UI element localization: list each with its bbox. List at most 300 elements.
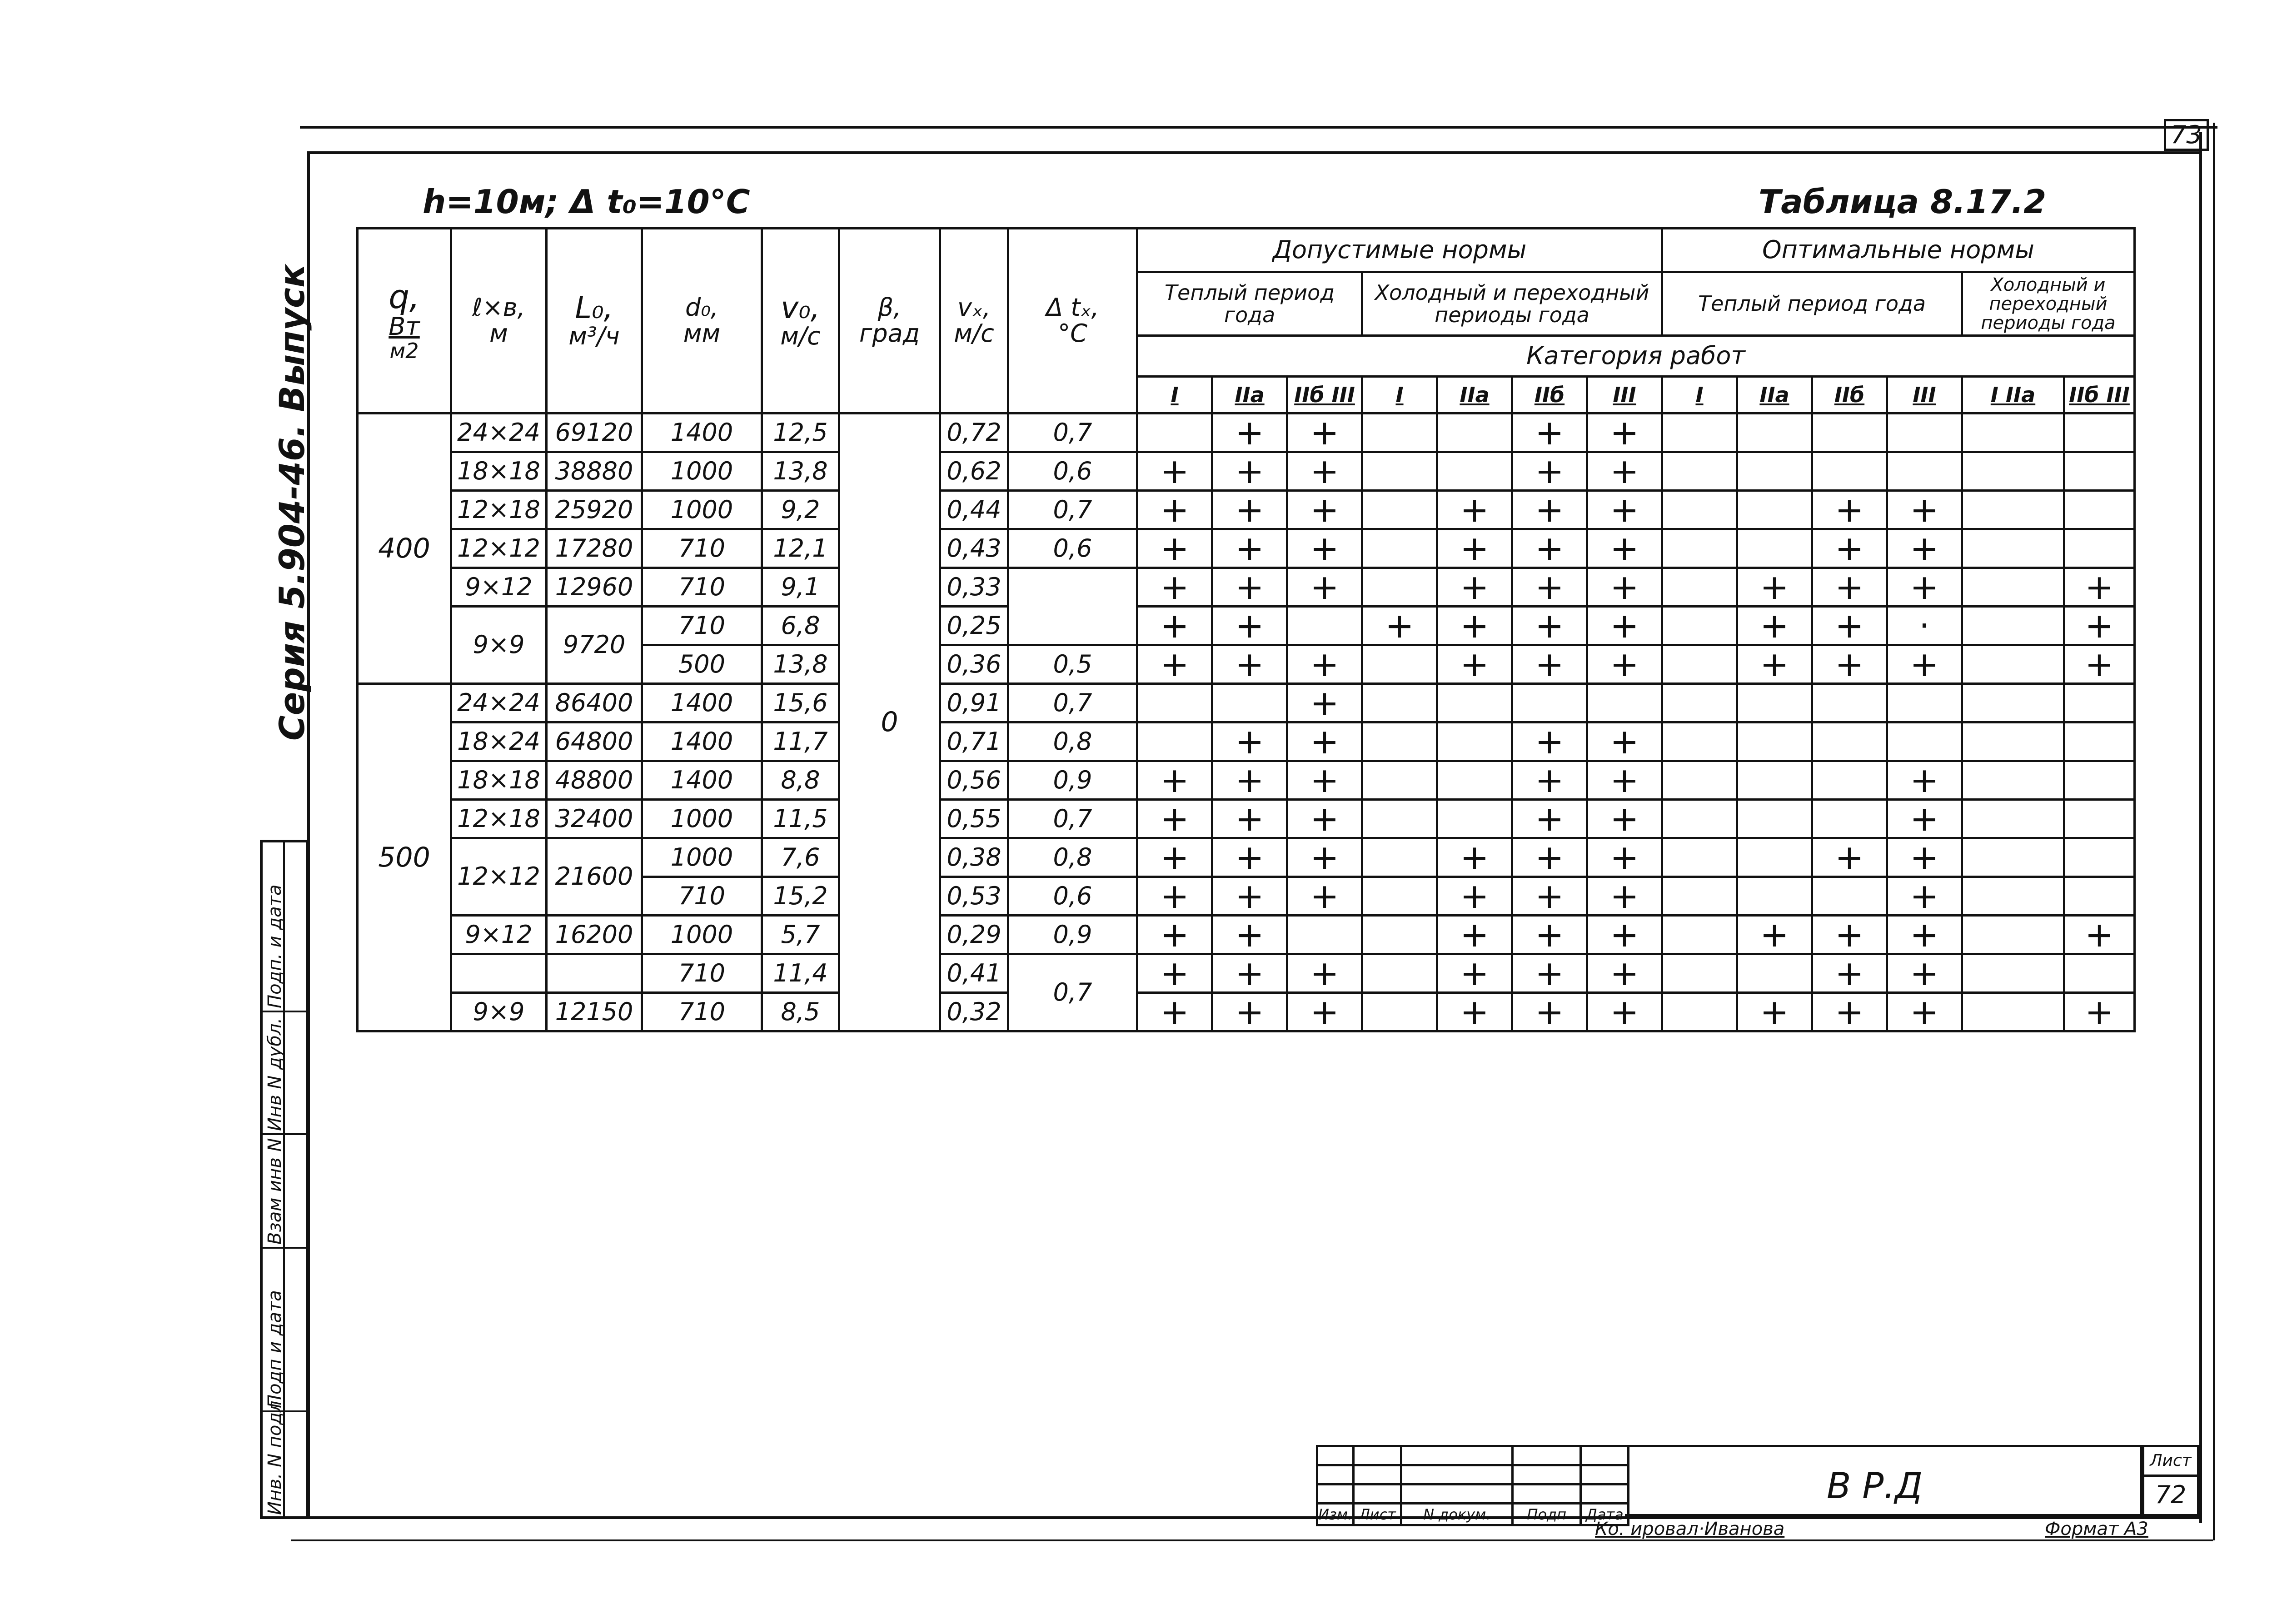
vx-value: 0,33	[940, 568, 1008, 607]
norm-mark: +	[1737, 568, 1812, 607]
norm-mark: +	[1212, 568, 1287, 607]
norm-mark: +	[1512, 491, 1587, 529]
dtx-value: 0,6	[1008, 452, 1137, 491]
norm-mark: +	[1212, 916, 1287, 954]
dtx-value: 0,6	[1008, 877, 1137, 916]
norm-mark	[2064, 800, 2135, 838]
dtx-value: 0,7	[1008, 954, 1137, 1031]
norm-mark: +	[1587, 645, 1662, 684]
norm-mark	[1362, 916, 1437, 954]
stamp-col-label: N докум.	[1401, 1504, 1513, 1525]
lxb-value: 12×12	[451, 838, 547, 916]
v0-value: 8,8	[762, 761, 839, 800]
L0-value: 12150	[547, 993, 642, 1031]
norm-mark: +	[2064, 607, 2135, 645]
norm-mark: +	[1887, 916, 1962, 954]
norm-mark	[2064, 761, 2135, 800]
norm-mark	[1962, 568, 2064, 607]
norm-mark: +	[1887, 800, 1962, 838]
norm-mark	[1362, 800, 1437, 838]
vx-value: 0,41	[940, 954, 1008, 993]
norm-mark: +	[1287, 993, 1362, 1031]
norm-mark	[1437, 684, 1512, 722]
norm-mark: +	[1137, 452, 1212, 491]
norm-mark	[1362, 954, 1437, 993]
dtx-value: 0,5	[1008, 645, 1137, 684]
category-col-header: I IIа	[1962, 377, 2064, 413]
norm-mark	[1737, 877, 1812, 916]
d0-value: 1400	[642, 684, 762, 722]
d0-value: 710	[642, 607, 762, 645]
norm-mark	[2064, 877, 2135, 916]
norm-mark	[1962, 877, 2064, 916]
series-label: Серия 5.904-46. Выпуск	[272, 264, 312, 741]
norm-mark: +	[1137, 607, 1212, 645]
norm-mark: +	[1287, 722, 1362, 761]
norm-mark: +	[1887, 993, 1962, 1031]
lxb-value: 18×24	[451, 722, 547, 761]
norm-mark	[1362, 761, 1437, 800]
norm-mark: +	[1287, 413, 1362, 452]
v0-value: 15,2	[762, 877, 839, 916]
cold-period-header: Холодный и переходный периоды года	[1362, 272, 1662, 336]
norm-mark	[1737, 529, 1812, 568]
norm-mark: +	[1212, 722, 1287, 761]
header-params: h=10м; Δ t₀=10°C	[423, 183, 750, 221]
norm-mark: +	[1212, 413, 1287, 452]
L0-value: 25920	[547, 491, 642, 529]
norm-mark: +	[1512, 645, 1587, 684]
L0-value: 32400	[547, 800, 642, 838]
norm-mark: +	[1512, 413, 1587, 452]
v0-value: 7,6	[762, 838, 839, 877]
norm-mark	[1362, 838, 1437, 877]
norm-mark	[1812, 877, 1887, 916]
norm-mark	[1962, 607, 2064, 645]
L0-value: 38880	[547, 452, 642, 491]
norm-mark: +	[1587, 800, 1662, 838]
norm-mark: +	[1512, 838, 1587, 877]
norm-mark: +	[1287, 491, 1362, 529]
v0-value: 11,7	[762, 722, 839, 761]
table-row	[358, 491, 2135, 529]
norm-mark: +	[1812, 954, 1887, 993]
col-vx: vₓ, м/с	[940, 229, 1008, 413]
norm-mark: +	[1737, 645, 1812, 684]
norm-mark: +	[1587, 452, 1662, 491]
norm-mark: +	[1437, 491, 1512, 529]
norm-mark	[2064, 684, 2135, 722]
d0-value: 1000	[642, 916, 762, 954]
table-row	[358, 452, 2135, 491]
norm-mark: +	[1437, 568, 1512, 607]
norm-mark	[1737, 491, 1812, 529]
norm-mark	[1737, 413, 1812, 452]
category-col-header: IIб III	[2064, 377, 2135, 413]
norm-mark	[2064, 452, 2135, 491]
norm-mark	[1812, 452, 1887, 491]
norm-mark	[1812, 761, 1887, 800]
vx-value: 0,71	[940, 722, 1008, 761]
lxb-value: 24×24	[451, 684, 547, 722]
norm-mark: +	[1812, 916, 1887, 954]
dtx-value: 0,9	[1008, 761, 1137, 800]
lxb-value: 12×12	[451, 529, 547, 568]
norm-mark: +	[1137, 568, 1212, 607]
lxb-value: 9×12	[451, 568, 547, 607]
norm-mark: +	[1887, 838, 1962, 877]
dtx-value: 0,6	[1008, 529, 1137, 568]
norm-mark: +	[1587, 568, 1662, 607]
norm-mark	[1812, 684, 1887, 722]
norm-mark	[1362, 413, 1437, 452]
norm-mark	[1962, 722, 2064, 761]
norm-mark	[1737, 800, 1812, 838]
d0-value: 1400	[642, 413, 762, 452]
vx-value: 0,44	[940, 491, 1008, 529]
L0-value	[547, 954, 642, 993]
norm-mark	[1887, 452, 1962, 491]
norm-mark: +	[1287, 838, 1362, 877]
lxb-value: 9×9	[451, 993, 547, 1031]
col-L0: L₀, м³/ч	[547, 229, 642, 413]
v0-value: 13,8	[762, 452, 839, 491]
norm-mark: +	[1137, 993, 1212, 1031]
norm-mark	[1662, 916, 1737, 954]
norm-mark: +	[1587, 491, 1662, 529]
norm-mark: +	[1287, 684, 1362, 722]
cold-period-opt-header: Холодный и переходный периоды года	[1962, 272, 2135, 336]
vx-value: 0,91	[940, 684, 1008, 722]
L0-value: 48800	[547, 761, 642, 800]
norm-mark: +	[1287, 954, 1362, 993]
norm-mark	[1362, 491, 1437, 529]
d0-value: 1400	[642, 761, 762, 800]
d0-value: 1000	[642, 838, 762, 877]
dtx-value: 0,7	[1008, 684, 1137, 722]
norm-mark	[1962, 645, 2064, 684]
norm-mark	[1362, 993, 1437, 1031]
norm-mark: +	[1437, 838, 1512, 877]
side-stamp-5: Инв. N подл	[264, 1400, 285, 1515]
table-row	[358, 838, 2135, 877]
top-border-line	[300, 126, 2217, 129]
norm-mark	[1662, 722, 1737, 761]
v0-value: 6,8	[762, 607, 839, 645]
norm-mark: +	[1512, 954, 1587, 993]
norm-mark	[1137, 684, 1212, 722]
norm-mark: +	[1812, 568, 1887, 607]
norm-mark	[1662, 413, 1737, 452]
category-col-header: I	[1362, 377, 1437, 413]
norm-mark	[1362, 529, 1437, 568]
norm-mark: +	[1887, 568, 1962, 607]
norm-mark	[1962, 916, 2064, 954]
norm-mark	[1137, 722, 1212, 761]
table-row	[358, 916, 2135, 954]
table-row	[358, 529, 2135, 568]
d0-value: 1000	[642, 491, 762, 529]
norm-mark: +	[1812, 645, 1887, 684]
v0-value: 11,5	[762, 800, 839, 838]
title-block-grid	[1316, 1445, 1629, 1526]
norm-mark: +	[1512, 529, 1587, 568]
table-row	[358, 607, 2135, 645]
norm-mark: +	[1137, 916, 1212, 954]
norm-mark: +	[1212, 877, 1287, 916]
q-value: 400	[358, 413, 451, 684]
norm-mark	[1962, 761, 2064, 800]
norm-mark: +	[1587, 722, 1662, 761]
norm-mark	[1662, 954, 1737, 993]
L0-value: 16200	[547, 916, 642, 954]
norm-mark: +	[1887, 954, 1962, 993]
norm-mark	[2064, 529, 2135, 568]
d0-value: 1000	[642, 800, 762, 838]
norm-mark: +	[1887, 761, 1962, 800]
norm-mark	[2064, 722, 2135, 761]
ventilation-table	[356, 227, 2136, 1032]
norm-mark: +	[1212, 993, 1287, 1031]
norm-mark	[1662, 568, 1737, 607]
side-stamp-3: Взам инв N	[264, 1138, 285, 1245]
optimal-norms-header: Оптимальные нормы	[1662, 229, 2135, 272]
norm-mark	[1212, 684, 1287, 722]
L0-value: 64800	[547, 722, 642, 761]
stamp-col-label: Изм.	[1317, 1504, 1354, 1525]
norm-mark: +	[1887, 491, 1962, 529]
norm-mark	[1962, 684, 2064, 722]
norm-mark	[1512, 684, 1587, 722]
L0-value: 9720	[547, 607, 642, 684]
dtx-value	[1008, 568, 1137, 645]
norm-mark: +	[2064, 993, 2135, 1031]
vx-value: 0,36	[940, 645, 1008, 684]
category-col-header: IIа	[1212, 377, 1287, 413]
norm-mark: +	[1212, 529, 1287, 568]
v0-value: 15,6	[762, 684, 839, 722]
norm-mark: +	[1587, 877, 1662, 916]
norm-mark	[2064, 413, 2135, 452]
norm-mark: +	[1212, 491, 1287, 529]
vx-value: 0,29	[940, 916, 1008, 954]
sheet-box	[2142, 1445, 2199, 1516]
d0-value: 710	[642, 954, 762, 993]
norm-mark: +	[1137, 800, 1212, 838]
norm-mark: ·	[1887, 607, 1962, 645]
side-stamp-1: Подп. и дата	[264, 884, 285, 1008]
lxb-value: 24×24	[451, 413, 547, 452]
category-col-header: I	[1137, 377, 1212, 413]
v0-value: 5,7	[762, 916, 839, 954]
norm-mark	[1812, 413, 1887, 452]
norm-mark	[1437, 800, 1512, 838]
vx-value: 0,55	[940, 800, 1008, 838]
norm-mark: +	[1812, 491, 1887, 529]
table-row	[358, 413, 2135, 452]
L0-value: 69120	[547, 413, 642, 452]
category-col-header: III	[1887, 377, 1962, 413]
norm-mark	[1362, 568, 1437, 607]
frame-right-line	[2199, 132, 2202, 1523]
norm-mark: +	[1437, 993, 1512, 1031]
norm-mark	[1737, 452, 1812, 491]
norm-mark: +	[1137, 645, 1212, 684]
norm-mark	[1437, 722, 1512, 761]
norm-mark	[1737, 838, 1812, 877]
norm-mark	[1737, 761, 1812, 800]
d0-value: 710	[642, 568, 762, 607]
norm-mark	[2064, 838, 2135, 877]
L0-value: 21600	[547, 838, 642, 916]
side-stamp-2: Инв N дубл.	[264, 1017, 285, 1131]
norm-mark: +	[1287, 800, 1362, 838]
norm-mark	[1962, 452, 2064, 491]
frame-top-line	[307, 151, 2202, 154]
norm-mark: +	[1812, 838, 1887, 877]
vx-value: 0,43	[940, 529, 1008, 568]
lxb-value: 9×12	[451, 916, 547, 954]
category-col-header: IIб	[1812, 377, 1887, 413]
category-col-header: IIа	[1737, 377, 1812, 413]
norm-mark	[1662, 838, 1737, 877]
norm-mark: +	[1212, 761, 1287, 800]
vx-value: 0,72	[940, 413, 1008, 452]
d0-value: 1400	[642, 722, 762, 761]
d0-value: 710	[642, 993, 762, 1031]
norm-mark	[1662, 684, 1737, 722]
norm-mark	[1137, 413, 1212, 452]
stamp-col-label: Дата	[1581, 1504, 1629, 1525]
norm-mark: +	[1437, 954, 1512, 993]
d0-value: 710	[642, 529, 762, 568]
norm-mark: +	[1212, 954, 1287, 993]
norm-mark: +	[1512, 916, 1587, 954]
category-col-header: III	[1587, 377, 1662, 413]
dtx-value: 0,9	[1008, 916, 1137, 954]
col-dtx: Δ tₓ, °C	[1008, 229, 1137, 413]
dtx-value: 0,8	[1008, 838, 1137, 877]
norm-mark: +	[1287, 761, 1362, 800]
col-d0: d₀, мм	[642, 229, 762, 413]
norm-mark: +	[1512, 568, 1587, 607]
vx-value: 0,25	[940, 607, 1008, 645]
category-col-header: IIб III	[1287, 377, 1362, 413]
vx-value: 0,53	[940, 877, 1008, 916]
table-row	[358, 761, 2135, 800]
norm-mark: +	[1812, 529, 1887, 568]
d0-value: 710	[642, 877, 762, 916]
norm-mark	[1662, 645, 1737, 684]
norm-mark: +	[1587, 916, 1662, 954]
lxb-value: 12×18	[451, 800, 547, 838]
lxb-value	[451, 954, 547, 993]
stamp-col-label: Лист	[1354, 1504, 1401, 1525]
norm-mark	[2064, 491, 2135, 529]
norm-mark: +	[1137, 529, 1212, 568]
norm-mark	[1662, 491, 1737, 529]
norm-mark	[1962, 954, 2064, 993]
norm-mark: +	[1287, 568, 1362, 607]
norm-mark	[1887, 413, 1962, 452]
norm-mark	[1662, 607, 1737, 645]
d0-value: 500	[642, 645, 762, 684]
norm-mark: +	[1137, 954, 1212, 993]
norm-mark: +	[1362, 607, 1437, 645]
table-row	[358, 800, 2135, 838]
norm-mark	[1962, 993, 2064, 1031]
norm-mark: +	[1737, 916, 1812, 954]
norm-mark	[1437, 413, 1512, 452]
col-v0: v₀, м/с	[762, 229, 839, 413]
v0-value: 9,1	[762, 568, 839, 607]
L0-value: 12960	[547, 568, 642, 607]
norm-mark: +	[1137, 491, 1212, 529]
stamp-code: В Р.Д	[1827, 1466, 1923, 1507]
lxb-value: 18×18	[451, 761, 547, 800]
table-row	[358, 568, 2135, 607]
norm-mark: +	[1437, 645, 1512, 684]
col-beta: β, град	[839, 229, 940, 413]
L0-value: 86400	[547, 684, 642, 722]
norm-mark: +	[1887, 877, 1962, 916]
norm-mark	[2064, 954, 2135, 993]
side-stamp-4: Подп и дата	[264, 1290, 285, 1408]
norm-mark: +	[2064, 568, 2135, 607]
norm-mark: +	[1887, 529, 1962, 568]
col-q: q, Вт м2	[358, 229, 451, 413]
norm-mark: +	[1512, 800, 1587, 838]
norm-mark	[1662, 800, 1737, 838]
category-col-header: IIб	[1512, 377, 1587, 413]
table-row	[358, 954, 2135, 993]
norm-mark: +	[1437, 916, 1512, 954]
lxb-value: 18×18	[451, 452, 547, 491]
norm-mark	[1962, 413, 2064, 452]
norm-mark	[1437, 452, 1512, 491]
norm-mark	[1662, 452, 1737, 491]
norm-mark: +	[2064, 916, 2135, 954]
norm-mark	[1962, 529, 2064, 568]
norm-mark: +	[1587, 954, 1662, 993]
copied-by: Ко. ировал·Иванова	[1595, 1519, 1785, 1539]
col-lxb: ℓ×в, м	[451, 229, 547, 413]
norm-mark	[1737, 722, 1812, 761]
sheet-label: Лист	[2144, 1447, 2197, 1477]
dtx-value: 0,7	[1008, 800, 1137, 838]
norm-mark: +	[1287, 452, 1362, 491]
norm-mark: +	[1437, 529, 1512, 568]
norm-mark: +	[1512, 761, 1587, 800]
norm-mark: +	[1137, 838, 1212, 877]
norm-mark: +	[1737, 993, 1812, 1031]
norm-mark: +	[1437, 877, 1512, 916]
norm-mark: +	[1587, 993, 1662, 1031]
norm-mark: +	[1137, 761, 1212, 800]
norm-mark	[1962, 800, 2064, 838]
norm-mark	[1737, 954, 1812, 993]
norm-mark: +	[1212, 607, 1287, 645]
norm-mark: +	[1212, 800, 1287, 838]
category-col-header: IIа	[1437, 377, 1512, 413]
norm-mark: +	[1287, 529, 1362, 568]
dtx-value: 0,7	[1008, 413, 1137, 452]
lxb-value: 12×18	[451, 491, 547, 529]
v0-value: 12,5	[762, 413, 839, 452]
beta-value: 0	[839, 413, 940, 1031]
norm-mark: +	[1212, 838, 1287, 877]
norm-mark	[1587, 684, 1662, 722]
